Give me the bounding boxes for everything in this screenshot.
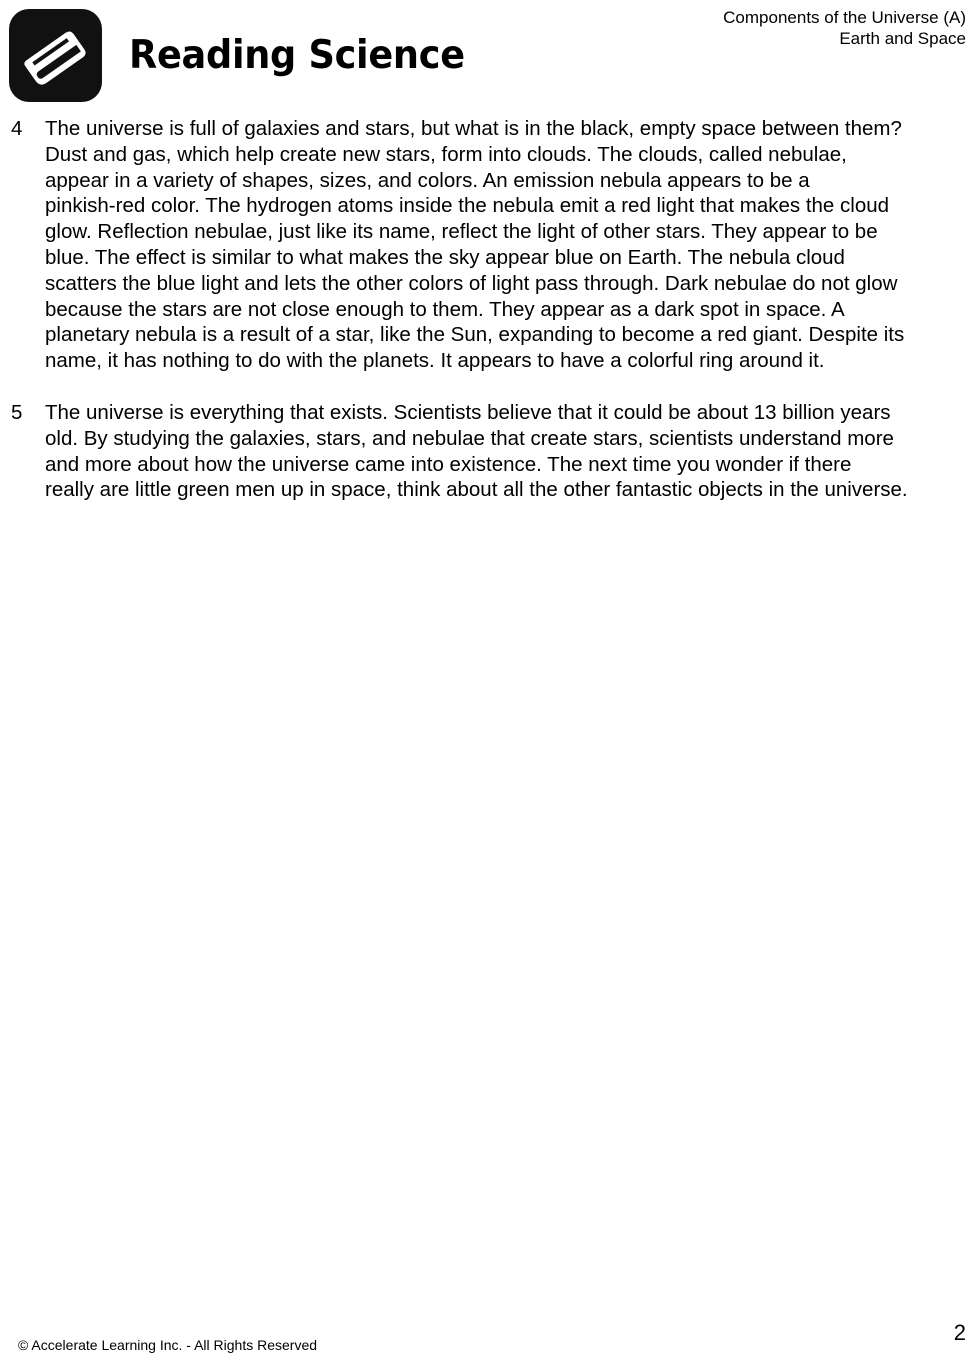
text-line: pinkish-red color. The hydrogen atoms inside the nebula emit a red light that makes the cloud bbox=[45, 194, 890, 218]
subject-label: Earth and Space bbox=[839, 29, 966, 48]
header-meta bbox=[723, 7, 966, 49]
text-line: because the stars are not close enough to them. They appear as a dark spot in space. A bbox=[45, 297, 845, 321]
text-line: name, it has nothing to do with the planets. It appears to have a colorful ring around it. bbox=[45, 349, 825, 373]
text-line: appear in a variety of shapes, sizes, and colors. An emission nebula appears to be a bbox=[45, 168, 810, 192]
page-number: 2 bbox=[953, 1320, 966, 1345]
text-line: really are little green men up in space, think about all the other fantastic objects in the universe. bbox=[45, 478, 908, 502]
text-line: glow. Reflection nebulae, just like its name, reflect the light of other stars. They appear to be bbox=[45, 220, 878, 244]
text-line: and more about how the universe came into existence. The next time you wonder if there bbox=[45, 452, 852, 476]
paragraph-text bbox=[45, 400, 978, 503]
reading-science-logo bbox=[9, 9, 102, 102]
text-line: planetary nebula is a result of a star, like the Sun, expanding to become a red giant. Despite its bbox=[45, 323, 905, 347]
copyright-notice: © Accelerate Learning Inc. - All Rights Reserved bbox=[18, 1337, 318, 1353]
paragraph-number: 5 bbox=[11, 400, 23, 424]
text-line: old. By studying the galaxies, stars, and nebulae that create stars, scientists understand more bbox=[45, 426, 894, 450]
unit-title: Components of the Universe (A) bbox=[723, 8, 966, 27]
reading-passage bbox=[0, 116, 978, 529]
paragraph-text bbox=[45, 116, 978, 374]
page-title: Reading Science bbox=[129, 33, 465, 78]
text-line: The universe is full of galaxies and stars, but what is in the black, empty space between them? bbox=[45, 117, 902, 140]
paragraph-5 bbox=[0, 400, 978, 503]
text-line: scatters the blue light and lets the other colors of light pass through. Dark nebulae do not glow bbox=[45, 271, 898, 295]
book-icon bbox=[9, 9, 102, 102]
text-line: blue. The effect is similar to what makes the sky appear blue on Earth. The nebula cloud bbox=[45, 245, 845, 269]
paragraph-number: 4 bbox=[11, 117, 23, 140]
text-line: Dust and gas, which help create new stars, form into clouds. The clouds, called nebulae, bbox=[45, 142, 847, 166]
text-line: The universe is everything that exists. Scientists believe that it could be about 13 billion years bbox=[45, 400, 891, 424]
paragraph-4 bbox=[0, 116, 978, 374]
